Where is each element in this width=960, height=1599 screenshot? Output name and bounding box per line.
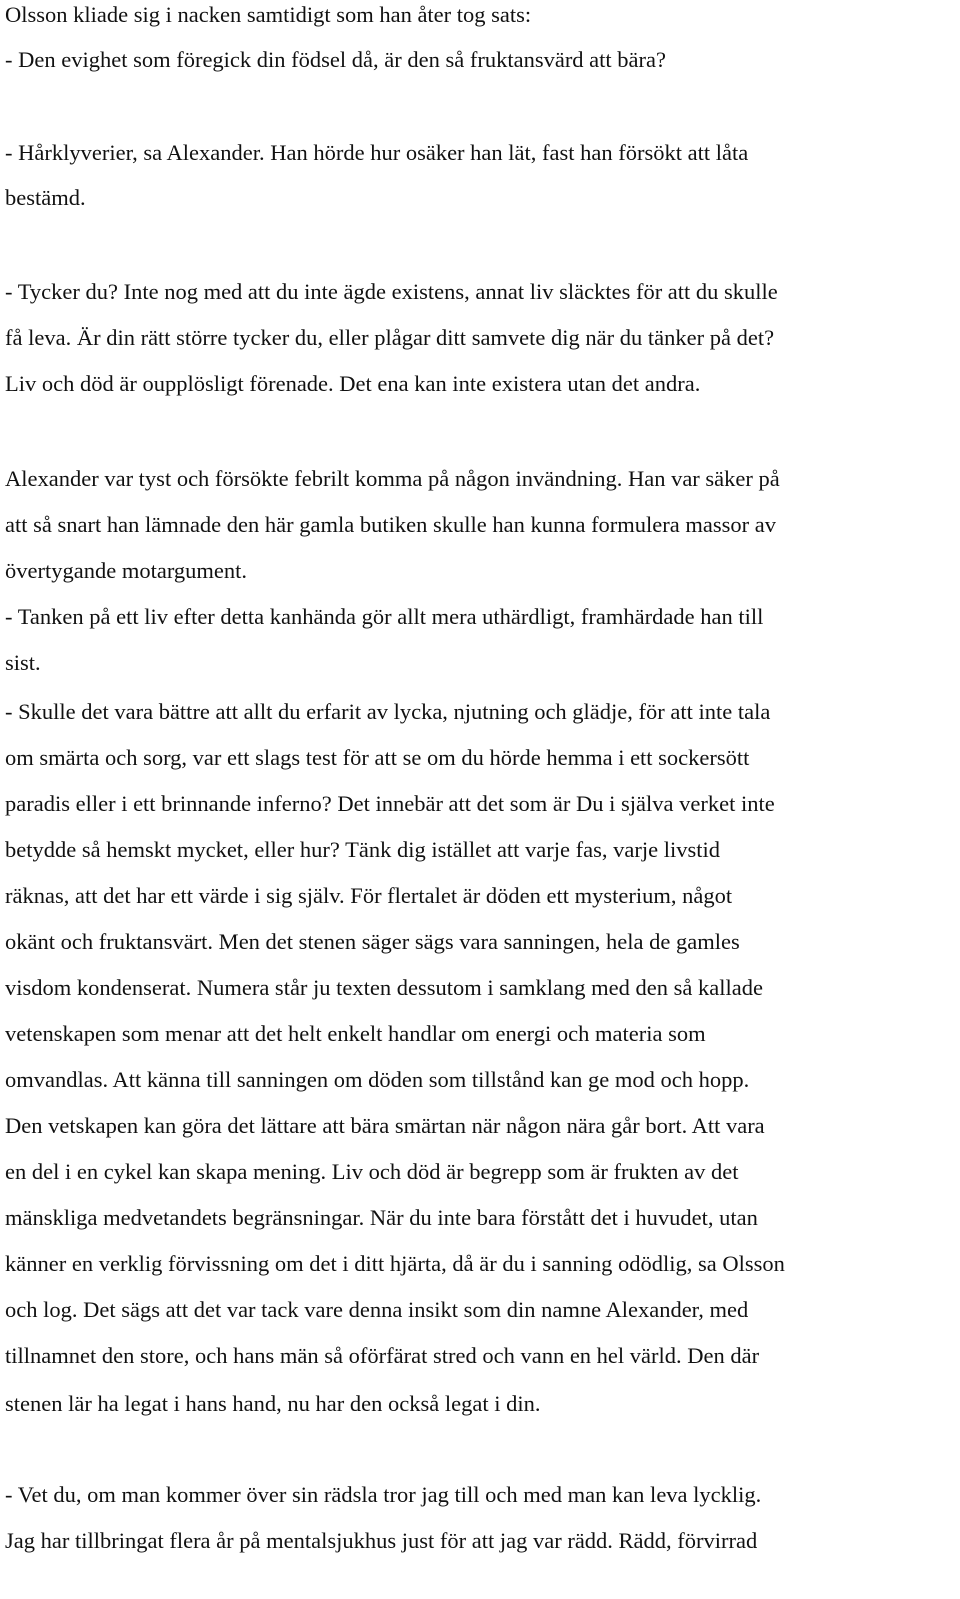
text-line: räknas, att det har ett värde i sig själv. För flertalet är döden ett mysterium, något [5,883,733,908]
text-line: en del i en cykel kan skapa mening. Liv och död är begrepp som är frukten av det [5,1159,739,1184]
text-line: stenen lär ha legat i hans hand, nu har den också legat i din. [5,1391,541,1416]
text-line: visdom kondenserat. Numera står ju texten dessutom i samklang med den så kallade [5,975,763,1000]
text-line: - Tycker du? Inte nog med att du inte ägde existens, annat liv släcktes för att du skulle [5,279,778,304]
text-line: omvandlas. Att känna till sanningen om döden som tillstånd kan ge mod och hopp. [5,1067,750,1092]
text-line: - Tanken på ett liv efter detta kanhända gör allt mera uthärdligt, framhärdade han till [5,604,764,629]
text-line: Jag har tillbringat flera år på mentalsjukhus just för att jag var rädd. Rädd, förvirrad [5,1528,758,1553]
text-line: okänt och fruktansvärt. Men det stenen säger sägs vara sanningen, hela de gamles [5,929,740,954]
text-line: Olsson kliade sig i nacken samtidigt som han åter tog sats: [5,2,532,27]
text-line: mänskliga medvetandets begränsningar. När du inte bara förstått det i huvudet, utan [5,1205,758,1230]
text-line: övertygande motargument. [5,558,248,583]
text-line: om smärta och sorg, var ett slags test för att se om du hörde hemma i ett sockersött [5,745,750,770]
text-line: - Vet du, om man kommer över sin rädsla tror jag till och med man kan leva lycklig. [5,1482,762,1507]
text-line: vetenskapen som menar att det helt enkelt handlar om energi och materia som [5,1021,706,1046]
text-line: bestämd. [5,185,86,210]
text-line: betydde så hemskt mycket, eller hur? Tänk dig istället att varje fas, varje livstid [5,837,720,862]
text-line: tillnamnet den store, och hans män så oförfärat stred och vann en hel värld. Den där [5,1343,760,1368]
text-line: Den vetskapen kan göra det lättare att bära smärtan när någon nära går bort. Att vara [5,1113,765,1138]
text-line: - Den evighet som föregick din födsel då, är den så fruktansvärd att bära? [5,47,667,72]
text-line: paradis eller i ett brinnande inferno? Det innebär att det som är Du i själva verket inte [5,791,775,816]
text-line: att så snart han lämnade den här gamla butiken skulle han kunna formulera massor av [5,512,776,537]
text-line: få leva. Är din rätt större tycker du, eller plågar ditt samvete dig när du tänker på det? [5,325,775,350]
text-line: - Hårklyverier, sa Alexander. Han hörde hur osäker han lät, fast han försökt att låta [5,140,749,165]
text-line: Liv och död är oupplösligt förenade. Det ena kan inte existera utan det andra. [5,371,701,396]
text-line: Alexander var tyst och försökte febrilt komma på någon invändning. Han var säker på [5,466,780,491]
text-line: - Skulle det vara bättre att allt du erfarit av lycka, njutning och glädje, för att inte tala [5,699,771,724]
text-line: och log. Det sägs att det var tack vare denna insikt som din namne Alexander, med [5,1297,749,1322]
text-line: sist. [5,650,41,675]
text-line: känner en verklig förvissning om det i ditt hjärta, då är du i sanning odödlig, sa Olsson [5,1251,785,1276]
